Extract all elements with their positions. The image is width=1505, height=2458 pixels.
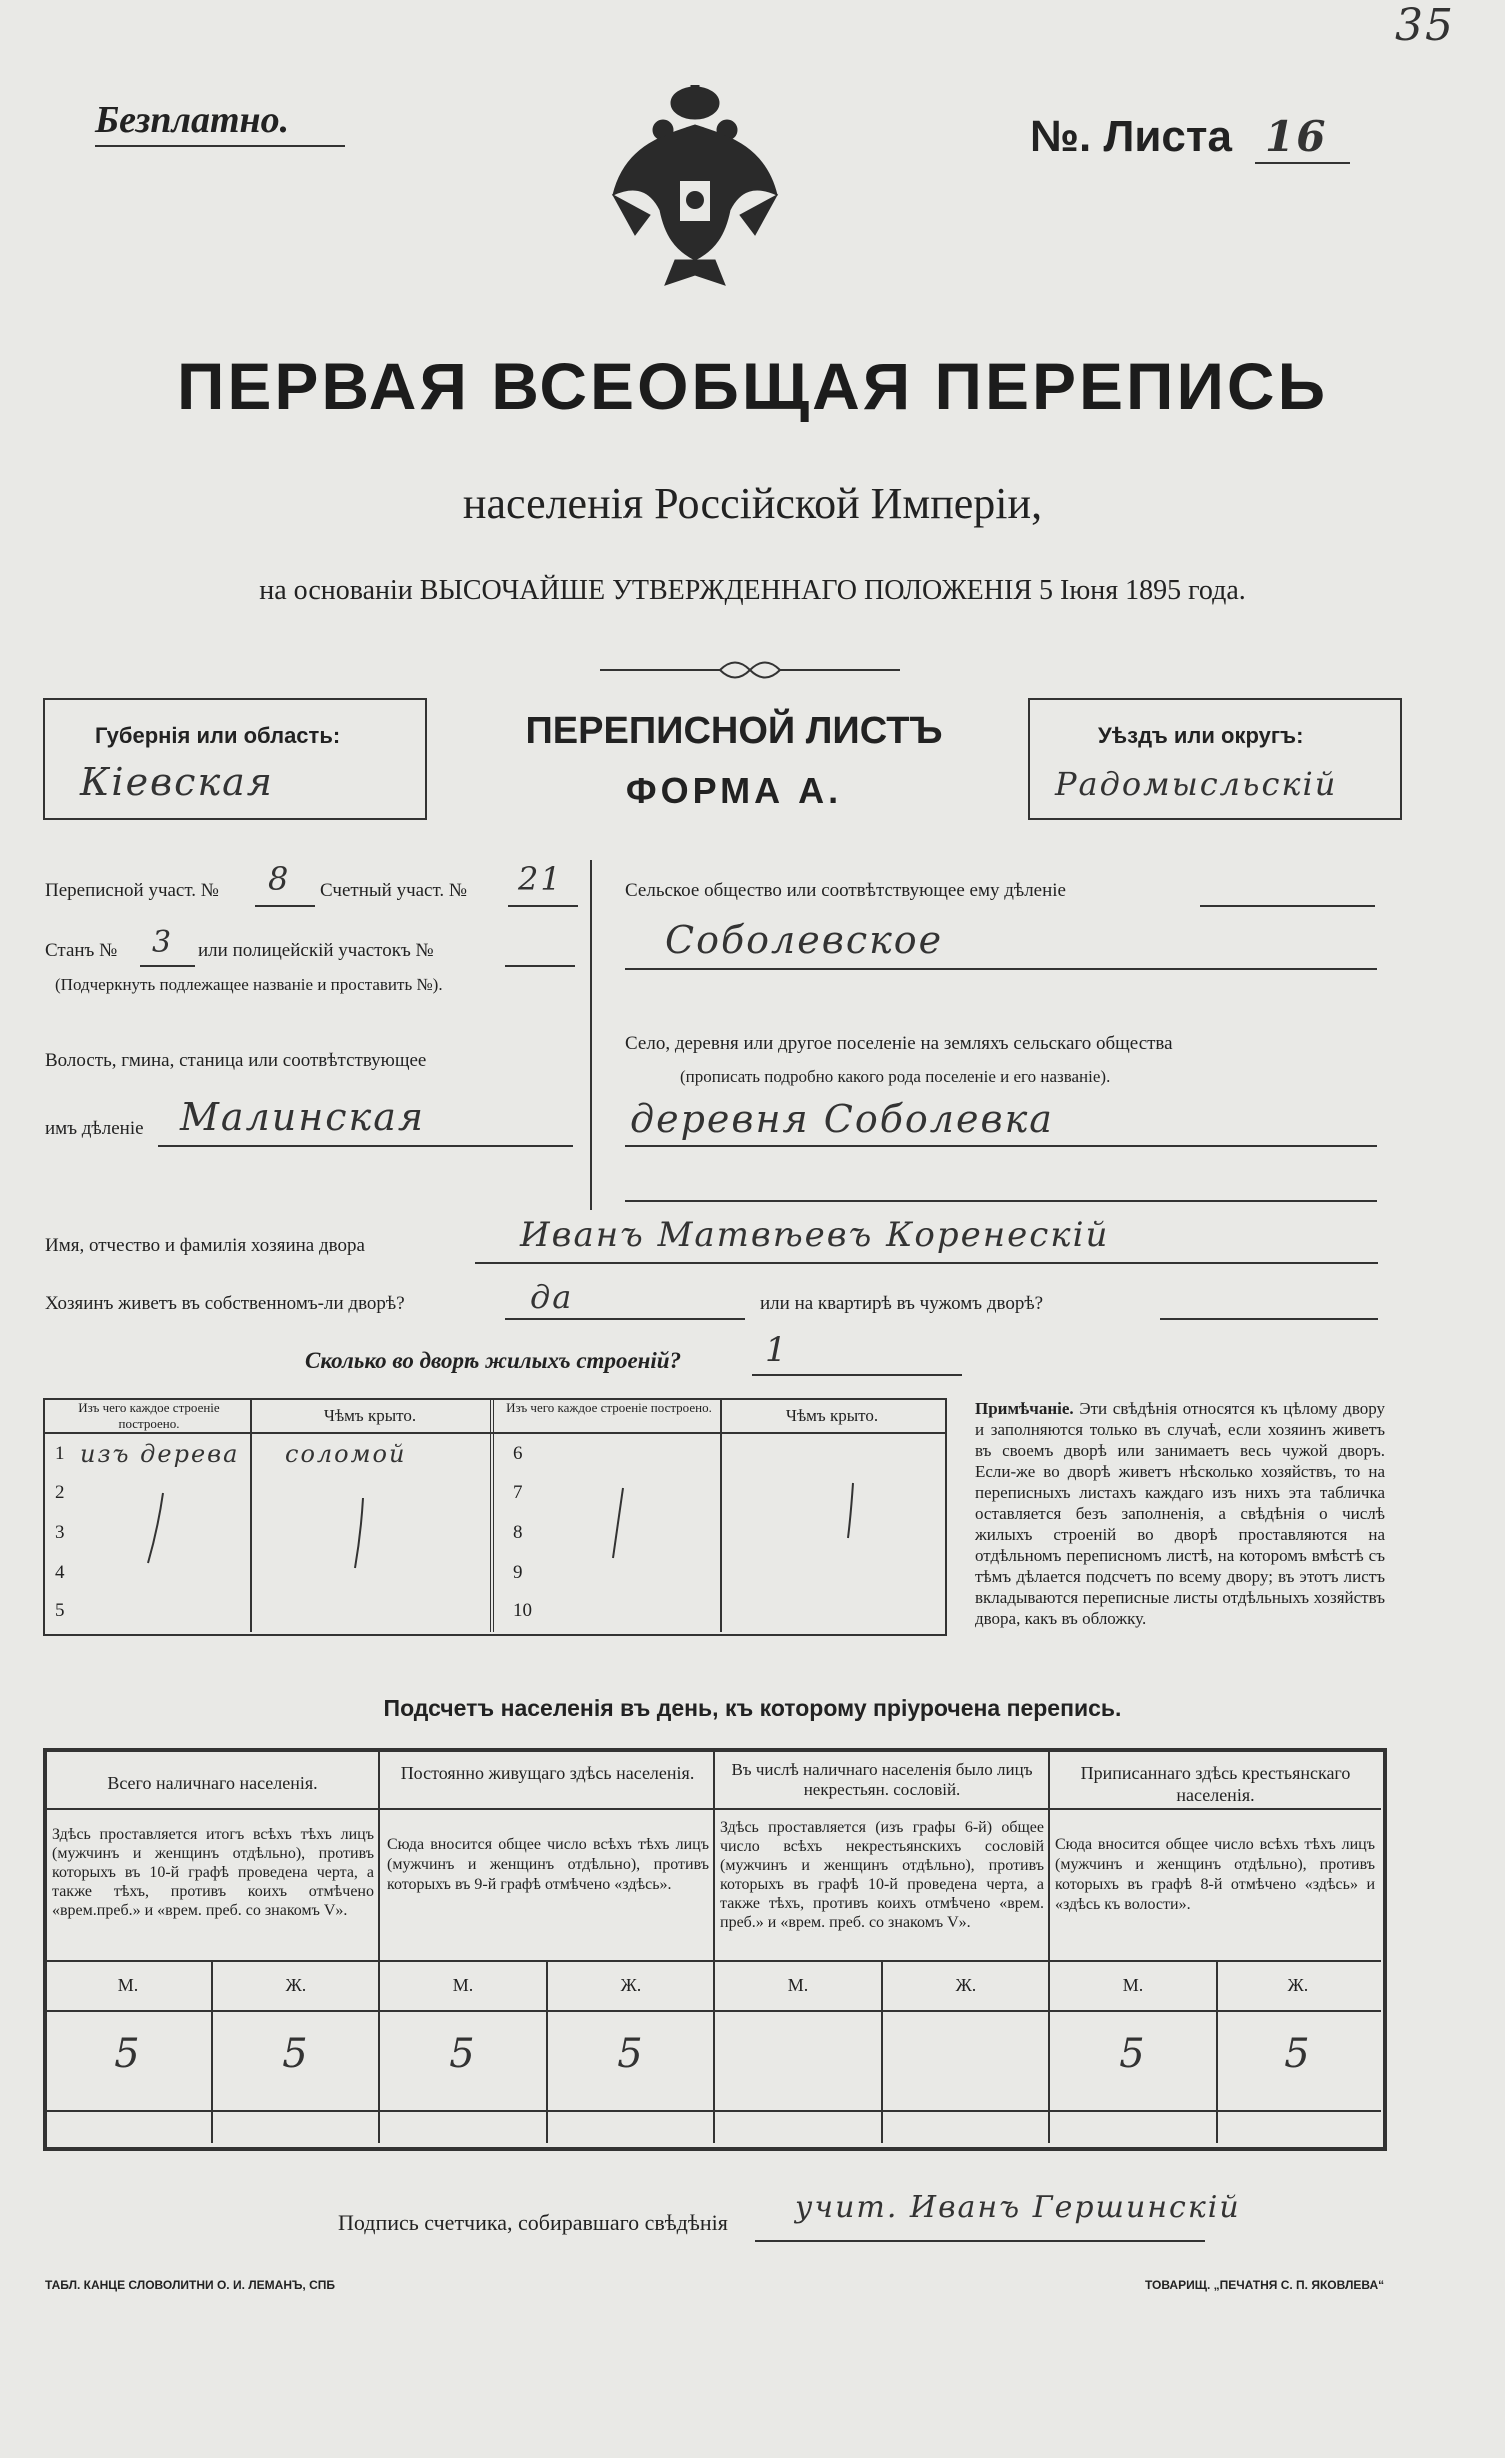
main-title: ПЕРВАЯ ВСЕОБЩАЯ ПЕРЕПИСЬ xyxy=(176,349,1329,423)
male-label: М. xyxy=(787,1975,809,1995)
pop-col-desc: Сюда вносится общее число всѣхъ тѣхъ лицъ (мужчинъ и женщинъ отдѣльно), противъ которыхъ въ графѣ 8-й отмѣчено «здѣсь» и «здѣсь къ волости». xyxy=(1055,1836,1375,1913)
signature-label: Подпись счетчика, собиравшаго свѣдѣнія xyxy=(338,2210,728,2235)
signature-value: учит. Иванъ Гершинскій xyxy=(795,2190,1241,2225)
census-area-value: 8 xyxy=(268,860,291,898)
free-label: Безплатно. xyxy=(95,99,290,141)
count-area-value: 21 xyxy=(518,860,563,898)
buildings-col-material-right: Изъ чего каждое строеніе построено. xyxy=(506,1400,712,1415)
male-label: М. xyxy=(117,1975,139,1995)
ornament-divider xyxy=(600,655,900,685)
province-label: Губернія или область: xyxy=(95,723,341,748)
note-block xyxy=(975,1398,1385,1629)
building-row-number: 9 xyxy=(513,1562,523,1583)
building-roof: соломой xyxy=(285,1440,407,1468)
archive-page-number: 35 xyxy=(1395,0,1455,51)
female-label: Ж. xyxy=(285,1975,307,1995)
form-variant: ФОРМА А. xyxy=(625,770,843,811)
pop-col-desc: Здѣсь проставляется итогъ всѣхъ тѣхъ лицъ (мужчинъ и женщинъ отдѣльно), противъ которыхъ въ 10-й графѣ проведена черта, а также тѣхъ, противъ коихъ отмѣчено «врем.преб.» и «врем. преб. со знакомъ V». xyxy=(52,1826,374,1919)
imperial-eagle-emblem xyxy=(605,85,785,310)
underline-note: (Подчеркнуть подлежащее названіе и проставить №). xyxy=(55,975,443,994)
pop-col-title: Всего наличнаго населенія. xyxy=(107,1773,318,1793)
volost-label: Волость, гмина, станица или соотвѣтствующее xyxy=(45,1050,427,1071)
sheet-number-label: №. Листа xyxy=(1030,112,1232,161)
subtitle: населенія Россійской Имперіи, xyxy=(462,479,1043,528)
buildings-col-material-left: Изъ чего каждое строеніе построено. xyxy=(78,1400,220,1431)
building-row-number: 2 xyxy=(55,1482,65,1503)
buildings-count-value: 1 xyxy=(765,1330,789,1370)
building-row-number: 5 xyxy=(55,1600,65,1621)
male-count: 5 xyxy=(1119,2031,1147,2077)
volost-label-cont: имъ дѣленіе xyxy=(45,1118,144,1139)
male-label: М. xyxy=(452,1975,474,1995)
building-row-number: 3 xyxy=(55,1522,65,1543)
society-label: Сельское общество или соотвѣтствующее ему дѣленіе xyxy=(625,880,1066,901)
building-row-number: 10 xyxy=(513,1600,532,1621)
building-row-number: 1 xyxy=(55,1443,65,1464)
female-label: Ж. xyxy=(955,1975,977,1995)
female-label: Ж. xyxy=(1287,1975,1309,1995)
society-value: Соболевское xyxy=(665,918,944,962)
volost-value: Малинская xyxy=(180,1095,426,1139)
female-count: 5 xyxy=(617,2031,645,2077)
pop-col-desc: Сюда вносится общее число всѣхъ тѣхъ лицъ (мужчинъ и женщинъ отдѣльно), противъ которыхъ въ 9-й графѣ отмѣчено «здѣсь». xyxy=(387,1836,709,1893)
note-text: Эти свѣдѣнія относятся къ цѣлому двору и заполняются только въ случаѣ, если хозяинъ живетъ въ своемъ дворѣ или занимаетъ весь чужой дворъ. Если-же во дворѣ живетъ нѣсколько хозяйствъ, то на переписныхъ листахъ каждаго изъ нихъ эта табличка оставляется безъ заполненія, а свѣдѣнія о числѣ жилыхъ строеній во дворѣ проставляются на отдѣльномъ переписномъ листѣ, на которомъ вмѣстѣ съ тѣмъ дѣлается подсчетъ по всему двору; въ этотъ листъ вкладываются переписные листы отдѣльныхъ хозяйствъ двора, какъ въ обложку. xyxy=(975,1399,1386,1628)
form-title: ПЕРЕПИСНОЙ ЛИСТЪ xyxy=(525,710,943,752)
field-divider xyxy=(590,860,592,1210)
owner-name-label: Имя, отчество и фамилія хозяина двора xyxy=(45,1235,365,1256)
district-label: Уѣздъ или округъ: xyxy=(1098,723,1304,748)
count-area-label: Счетный участ. № xyxy=(320,880,467,901)
police-area-label: или полицейскій участокъ № xyxy=(198,940,434,961)
stan-value: 3 xyxy=(152,925,174,960)
pop-col-title: Постоянно живущаго здѣсь населенія. xyxy=(400,1763,695,1783)
building-material: изъ дерева xyxy=(80,1440,240,1468)
male-label: М. xyxy=(1122,1975,1144,1995)
female-count: 5 xyxy=(1284,2031,1312,2077)
district-value: Радомысльскій xyxy=(1055,765,1338,803)
female-count: 5 xyxy=(282,2031,310,2077)
pop-col-desc: Здѣсь проставляется (изъ графы 6-й) общее число всѣхъ некрестьянскихъ сословій (мужчинъ и женщинъ отдѣльно), противъ которыхъ въ графѣ 10-й проведена черта, а также тѣхъ, противъ коихъ отмѣчено «врем. преб.» и «врем. преб. со знакомъ V». xyxy=(720,1819,1044,1931)
footer-printer: ТОВАРИЩ. „ПЕЧАТНЯ С. П. ЯКОВЛЕВА“ xyxy=(1145,2278,1385,2292)
building-row-number: 7 xyxy=(513,1482,523,1503)
male-count: 5 xyxy=(449,2031,477,2077)
building-row-number: 8 xyxy=(513,1522,523,1543)
own-yard-value: да xyxy=(530,1278,574,1316)
buildings-col-roof-left: Чѣмъ крыто. xyxy=(323,1406,417,1425)
note-lead: Примѣчаніе. xyxy=(975,1399,1074,1418)
census-area-label: Переписной участ. № xyxy=(45,880,219,901)
owner-name-value: Иванъ Матвѣевъ Коренескій xyxy=(520,1215,1110,1255)
pop-col-title: Приписаннаго здѣсь крестьянскаго населенія. xyxy=(1080,1763,1351,1805)
province-value: Кіевская xyxy=(80,760,274,804)
female-label: Ж. xyxy=(620,1975,642,1995)
footer-typefoundry: ТАБЛ. КАНЦЕ СЛОВОЛИТНИ О. И. ЛЕМАНЪ, СПБ xyxy=(45,2278,336,2292)
male-count: 5 xyxy=(114,2031,142,2077)
building-row-number: 6 xyxy=(513,1443,523,1464)
legal-basis: на основаніи ВЫСОЧАЙШЕ УТВЕРЖДЕННАГО ПОЛОЖЕНІЯ 5 Іюня 1895 года. xyxy=(259,575,1246,606)
own-yard-label: Хозяинъ живетъ въ собственномъ-ли дворѣ? xyxy=(45,1293,405,1314)
pen-dash-marks xyxy=(43,1398,945,1632)
pop-col-title: Въ числѣ наличнаго населенія было лицъ некрестьян. сословій. xyxy=(731,1760,1033,1800)
village-label: Село, деревня или другое поселеніе на земляхъ сельскаго общества xyxy=(625,1033,1173,1054)
sheet-number-value: 16 xyxy=(1265,112,1328,161)
population-heading: Подсчетъ населенія въ день, къ которому пріурочена перепись. xyxy=(383,1695,1122,1721)
stan-label: Станъ № xyxy=(45,940,118,961)
village-value: деревня Соболевка xyxy=(630,1097,1054,1141)
village-note: (прописать подробно какого рода поселеніе и его названіе). xyxy=(680,1067,1111,1086)
building-row-number: 4 xyxy=(55,1562,65,1583)
rent-yard-label: или на квартирѣ въ чужомъ дворѣ? xyxy=(760,1293,1044,1314)
buildings-count-label: Сколько во дворѣ жилыхъ строеній? xyxy=(305,1348,682,1373)
buildings-col-roof-right: Чѣмъ крыто. xyxy=(785,1406,879,1425)
